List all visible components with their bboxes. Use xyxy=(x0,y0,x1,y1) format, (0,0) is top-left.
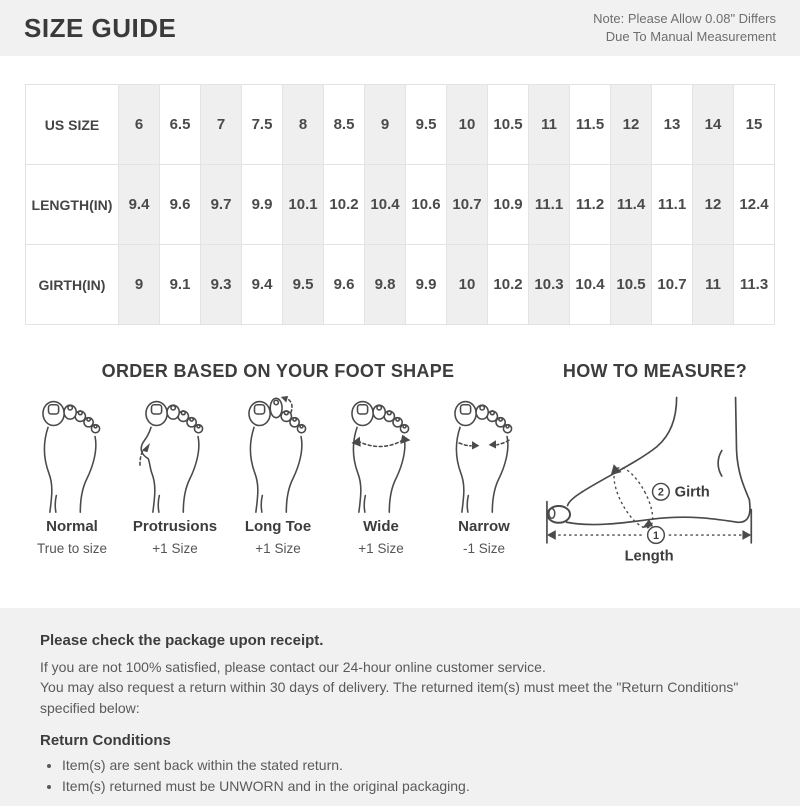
size-table-cell: 11 xyxy=(693,245,734,325)
size-table-cell: 10.3 xyxy=(529,245,570,325)
size-table-cell: 10.4 xyxy=(570,245,611,325)
size-table-cell: 9 xyxy=(365,85,406,165)
foot-shape-normal xyxy=(24,396,120,556)
size-table-row-label: LENGTH(IN) xyxy=(26,165,119,245)
return-condition-item: • Item(s) returned must be UNWORN and in the original packaging. xyxy=(62,776,760,797)
size-table-row-label: GIRTH(IN) xyxy=(26,245,119,325)
package-heading: Please check the package upon receipt. xyxy=(40,632,324,649)
return-condition-item: • Item(s) are sent back within the stated return. xyxy=(62,755,760,776)
foot-shape-name: Protrusions xyxy=(132,518,218,535)
return-conditions-heading: Return Conditions xyxy=(40,731,171,749)
size-table-cell: 10.5 xyxy=(488,85,529,165)
size-table-cell: 10.4 xyxy=(365,165,406,245)
foot-shape-narrow xyxy=(436,396,532,556)
foot-shape-advice: +1 Size xyxy=(358,541,404,556)
size-table-cell: 9.5 xyxy=(283,245,324,325)
middle-section xyxy=(0,325,800,568)
size-table-cell: 8.5 xyxy=(324,85,365,165)
measurement-note-line2: Due To Manual Measurement xyxy=(605,29,776,44)
measurement-note-line1: Note: Please Allow 0.08" Differs xyxy=(593,11,776,27)
size-table-cell: 11.3 xyxy=(734,245,775,325)
girth-label: Girth xyxy=(674,484,710,501)
size-table-cell: 11 xyxy=(529,85,570,165)
size-table-cell: 9.9 xyxy=(242,165,283,245)
size-table-cell: 6.5 xyxy=(160,85,201,165)
size-table-cell: 6 xyxy=(119,85,160,165)
foot-protrusions-icon xyxy=(136,396,214,514)
size-table-cell: 9.7 xyxy=(201,165,242,245)
size-table-cell: 9.9 xyxy=(406,245,447,325)
size-table-cell: 9.5 xyxy=(406,85,447,165)
size-table-cell: 11.2 xyxy=(570,165,611,245)
foot-shape-advice: True to size xyxy=(36,541,108,556)
size-table-cell: 9.8 xyxy=(365,245,406,325)
size-table-cell: 9.6 xyxy=(160,165,201,245)
foot-shape-wide xyxy=(333,396,429,556)
size-table-row xyxy=(26,245,775,325)
size-table-cell: 9 xyxy=(119,245,160,325)
foot-shape-long-toe xyxy=(230,396,326,556)
size-table-cell: 10.6 xyxy=(406,165,447,245)
how-to-measure-section xyxy=(542,361,768,568)
size-table-cell: 11.4 xyxy=(611,165,652,245)
size-table-cell: 9.4 xyxy=(242,245,283,325)
foot-shape-advice: +1 Size xyxy=(152,541,198,556)
package-line-3: specified below: xyxy=(40,699,140,716)
size-table xyxy=(25,84,775,325)
size-table-cell: 10.7 xyxy=(652,245,693,325)
how-to-measure-title: HOW TO MEASURE? xyxy=(562,361,748,381)
size-table-cell: 10 xyxy=(447,245,488,325)
size-table-cell: 13 xyxy=(652,85,693,165)
size-table-cell: 9.4 xyxy=(119,165,160,245)
measurement-note xyxy=(593,10,776,45)
package-line-2: You may also request a return within 30 days of delivery. The returned item(s) must meet the "Return Conditions" xyxy=(40,679,739,696)
foot-long-toe-icon xyxy=(239,396,317,514)
header xyxy=(0,0,800,56)
foot-shape-advice: +1 Size xyxy=(255,541,301,556)
foot-shape-title: ORDER BASED ON YOUR FOOT SHAPE xyxy=(101,361,455,381)
girth-number: 2 xyxy=(657,486,664,499)
size-table-cell: 11.5 xyxy=(570,85,611,165)
foot-wide-icon xyxy=(342,396,420,514)
page-title: SIZE GUIDE xyxy=(24,12,177,43)
size-table-cell: 10.5 xyxy=(611,245,652,325)
size-table-cell: 9.6 xyxy=(324,245,365,325)
size-table-cell: 12 xyxy=(693,165,734,245)
size-table-cell: 10.1 xyxy=(283,165,324,245)
foot-shape-name: Normal xyxy=(46,518,98,535)
foot-narrow-icon xyxy=(445,396,523,514)
package-note-section xyxy=(0,608,800,806)
size-table-cell: 9.3 xyxy=(201,245,242,325)
size-table-cell: 10.7 xyxy=(447,165,488,245)
foot-shape-advice: -1 Size xyxy=(462,541,506,556)
return-conditions-list xyxy=(40,755,760,797)
size-table-cell: 11.1 xyxy=(529,165,570,245)
foot-shape-name: Long Toe xyxy=(244,518,312,535)
foot-shape-row xyxy=(18,382,538,556)
size-table-cell: 14 xyxy=(693,85,734,165)
size-table-cell: 10.2 xyxy=(324,165,365,245)
size-table-cell: 10 xyxy=(447,85,488,165)
size-table-cell: 7 xyxy=(201,85,242,165)
size-table-row xyxy=(26,85,775,165)
foot-shape-name: Narrow xyxy=(458,518,510,535)
size-table-cell: 9.1 xyxy=(160,245,201,325)
size-table-cell: 10.2 xyxy=(488,245,529,325)
length-number: 1 xyxy=(652,529,659,542)
package-line-1: If you are not 100% satisfied, please contact our 24-hour online customer service. xyxy=(40,659,546,675)
foot-measure-illustration xyxy=(543,392,767,568)
foot-shape-name: Wide xyxy=(363,518,399,535)
foot-normal-icon xyxy=(33,396,111,514)
size-table-cell: 7.5 xyxy=(242,85,283,165)
size-table-cell: 11.1 xyxy=(652,165,693,245)
length-label: Length xyxy=(624,548,674,565)
size-table-cell: 8 xyxy=(283,85,324,165)
size-table-cell: 12.4 xyxy=(734,165,775,245)
foot-shape-protrusions xyxy=(127,396,223,556)
foot-shape-section xyxy=(18,361,538,568)
size-table-row xyxy=(26,165,775,245)
size-table-cell: 10.9 xyxy=(488,165,529,245)
size-table-cell: 15 xyxy=(734,85,775,165)
size-table-cell: 12 xyxy=(611,85,652,165)
size-table-row-label: US SIZE xyxy=(26,85,119,165)
